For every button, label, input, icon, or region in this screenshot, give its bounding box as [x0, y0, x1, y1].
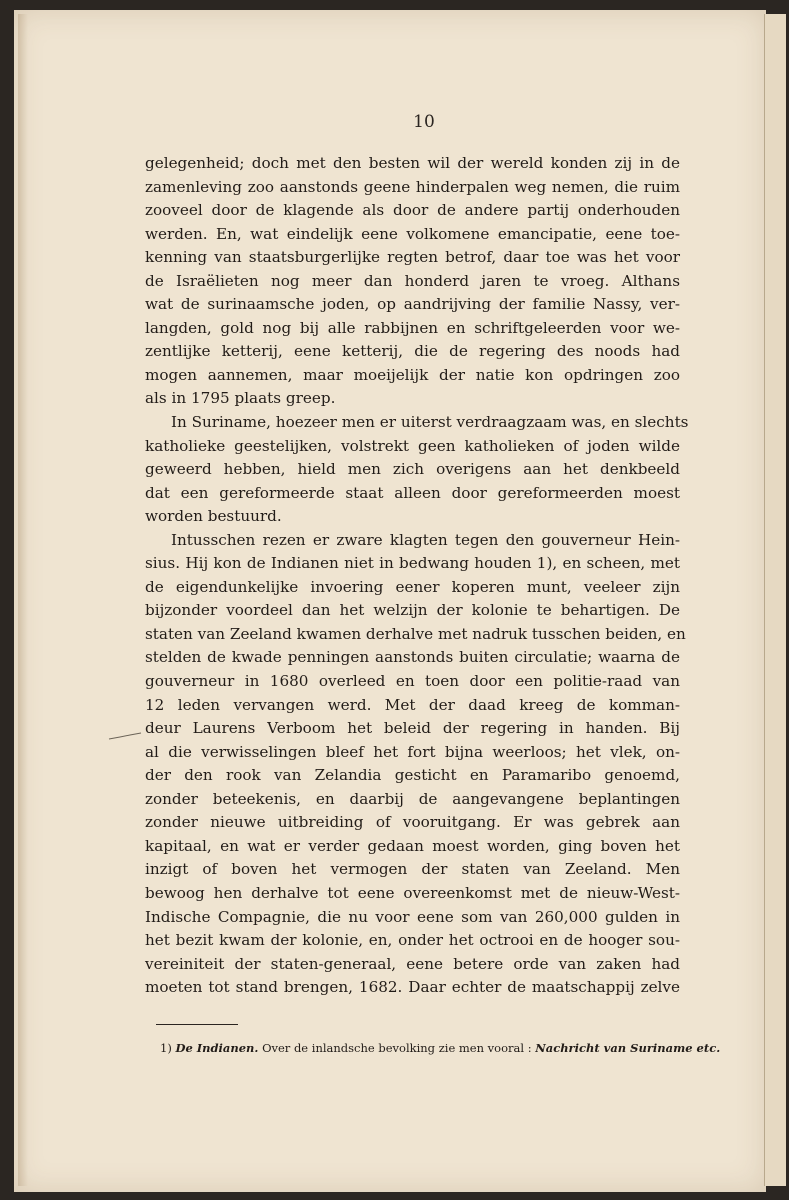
text-line: bijzonder voordeel dan het welzijn der kolonie te behartigen. De	[145, 601, 680, 620]
text-line: staten van Zeeland kwamen derhalve met nadruk tusschen beiden, en	[145, 624, 686, 643]
body-text	[145, 152, 689, 1000]
page-fold-shadow	[18, 14, 28, 1186]
text-line: zamenleving zoo aanstonds geene hinderpalen weg nemen, die ruim	[145, 177, 680, 196]
footnote-text: Over de inlandsche bevolking zie men vooral :	[262, 1041, 532, 1055]
text-line: langden, gold nog bij alle rabbijnen en schriftgeleerden voor we-	[145, 318, 680, 337]
text-line: wat de surinaamsche joden, op aandrijving der familie Nassy, ver-	[145, 295, 680, 314]
text-line: zentlijke ketterij, eene ketterij, die de regering des noods had	[145, 342, 680, 361]
text-line: dat een gereformeerde staat alleen door gereformeerden moest	[145, 483, 680, 502]
text-line: 12 leden vervangen werd. Met der daad kreeg de komman-	[145, 695, 680, 714]
text-line: katholieke geestelijken, volstrekt geen katholieken of joden wilde	[145, 436, 680, 455]
text-line: werden. En, wat eindelijk eene volkomene emancipatie, eene toe-	[145, 224, 680, 243]
text-line: deur Laurens Verboom het beleid der regering in handen. Bij	[145, 719, 680, 738]
text-line: worden bestuurd.	[145, 507, 282, 526]
text-line: gouverneur in 1680 overleed en toen door een politie-raad van	[145, 672, 680, 691]
text-line: het bezit kwam der kolonie, en, onder het octrooi en de hooger sou-	[145, 931, 680, 950]
text-line: zooveel door de klagende als door de andere partij onderhouden	[145, 201, 680, 220]
text-line: zonder nieuwe uitbreiding of vooruitgang. Er was gebrek aan	[145, 813, 680, 832]
text-line: bewoog hen derhalve tot eene overeenkomst met de nieuw-West-	[145, 883, 680, 902]
footnote	[160, 1040, 721, 1056]
text-line: der den rook van Zelandia gesticht en Paramaribo genoemd,	[145, 766, 680, 785]
footnote-italic-tail: Nachricht van Suriname etc.	[535, 1041, 721, 1055]
footnote-marker: 1)	[160, 1041, 172, 1055]
pencil-margin-mark	[108, 730, 142, 742]
next-page-edge	[764, 14, 786, 1186]
page-number: 10	[413, 112, 435, 132]
text-line: de Israëlieten nog meer dan honderd jaren te vroeg. Althans	[145, 271, 680, 290]
text-line: gelegenheid; doch met den besten wil der wereld konden zij in de	[145, 154, 680, 172]
text-line: stelden de kwade penningen aanstonds buiten circulatie; waarna de	[145, 648, 680, 667]
text-line: sius. Hij kon de Indianen niet in bedwang houden 1), en scheen, met	[145, 554, 680, 573]
text-line: geweerd hebben, hield men zich overigens aan het denkbeeld	[145, 460, 680, 479]
text-line: de eigendunkelijke invoering eener koperen munt, veeleer zijn	[145, 577, 680, 596]
text-line: mogen aannemen, maar moeijelijk der natie kon opdringen zoo	[145, 365, 680, 384]
text-line: kenning van staatsburgerlijke regten betrof, daar toe was het voor	[145, 248, 680, 267]
text-line: vereiniteit der staten-generaal, eene betere orde van zaken had	[145, 954, 680, 973]
text-line: als in 1795 plaats greep.	[145, 389, 336, 408]
text-line: Indische Compagnie, die nu voor eene som van 260,000 gulden in	[145, 907, 680, 926]
text-line: In Suriname, hoezeer men er uiterst verdraagzaam was, en slechts	[171, 413, 689, 432]
text-line: al die verwisselingen bleef het fort bijna weerloos; het vlek, on-	[145, 742, 680, 761]
text-line: moeten tot stand brengen, 1682. Daar echter de maatschappij zelve	[145, 978, 680, 997]
text-line: Intusschen rezen er zware klagten tegen den gouverneur Hein-	[171, 530, 680, 549]
text-line: kapitaal, en wat er verder gedaan moest worden, ging boven het	[145, 836, 680, 855]
footnote-italic-lead: De Indianen.	[175, 1041, 259, 1055]
footnote-rule	[156, 1024, 238, 1025]
text-line: zonder beteekenis, en daarbij de aangevangene beplantingen	[145, 789, 680, 808]
text-line: inzigt of boven het vermogen der staten van Zeeland. Men	[145, 860, 680, 879]
